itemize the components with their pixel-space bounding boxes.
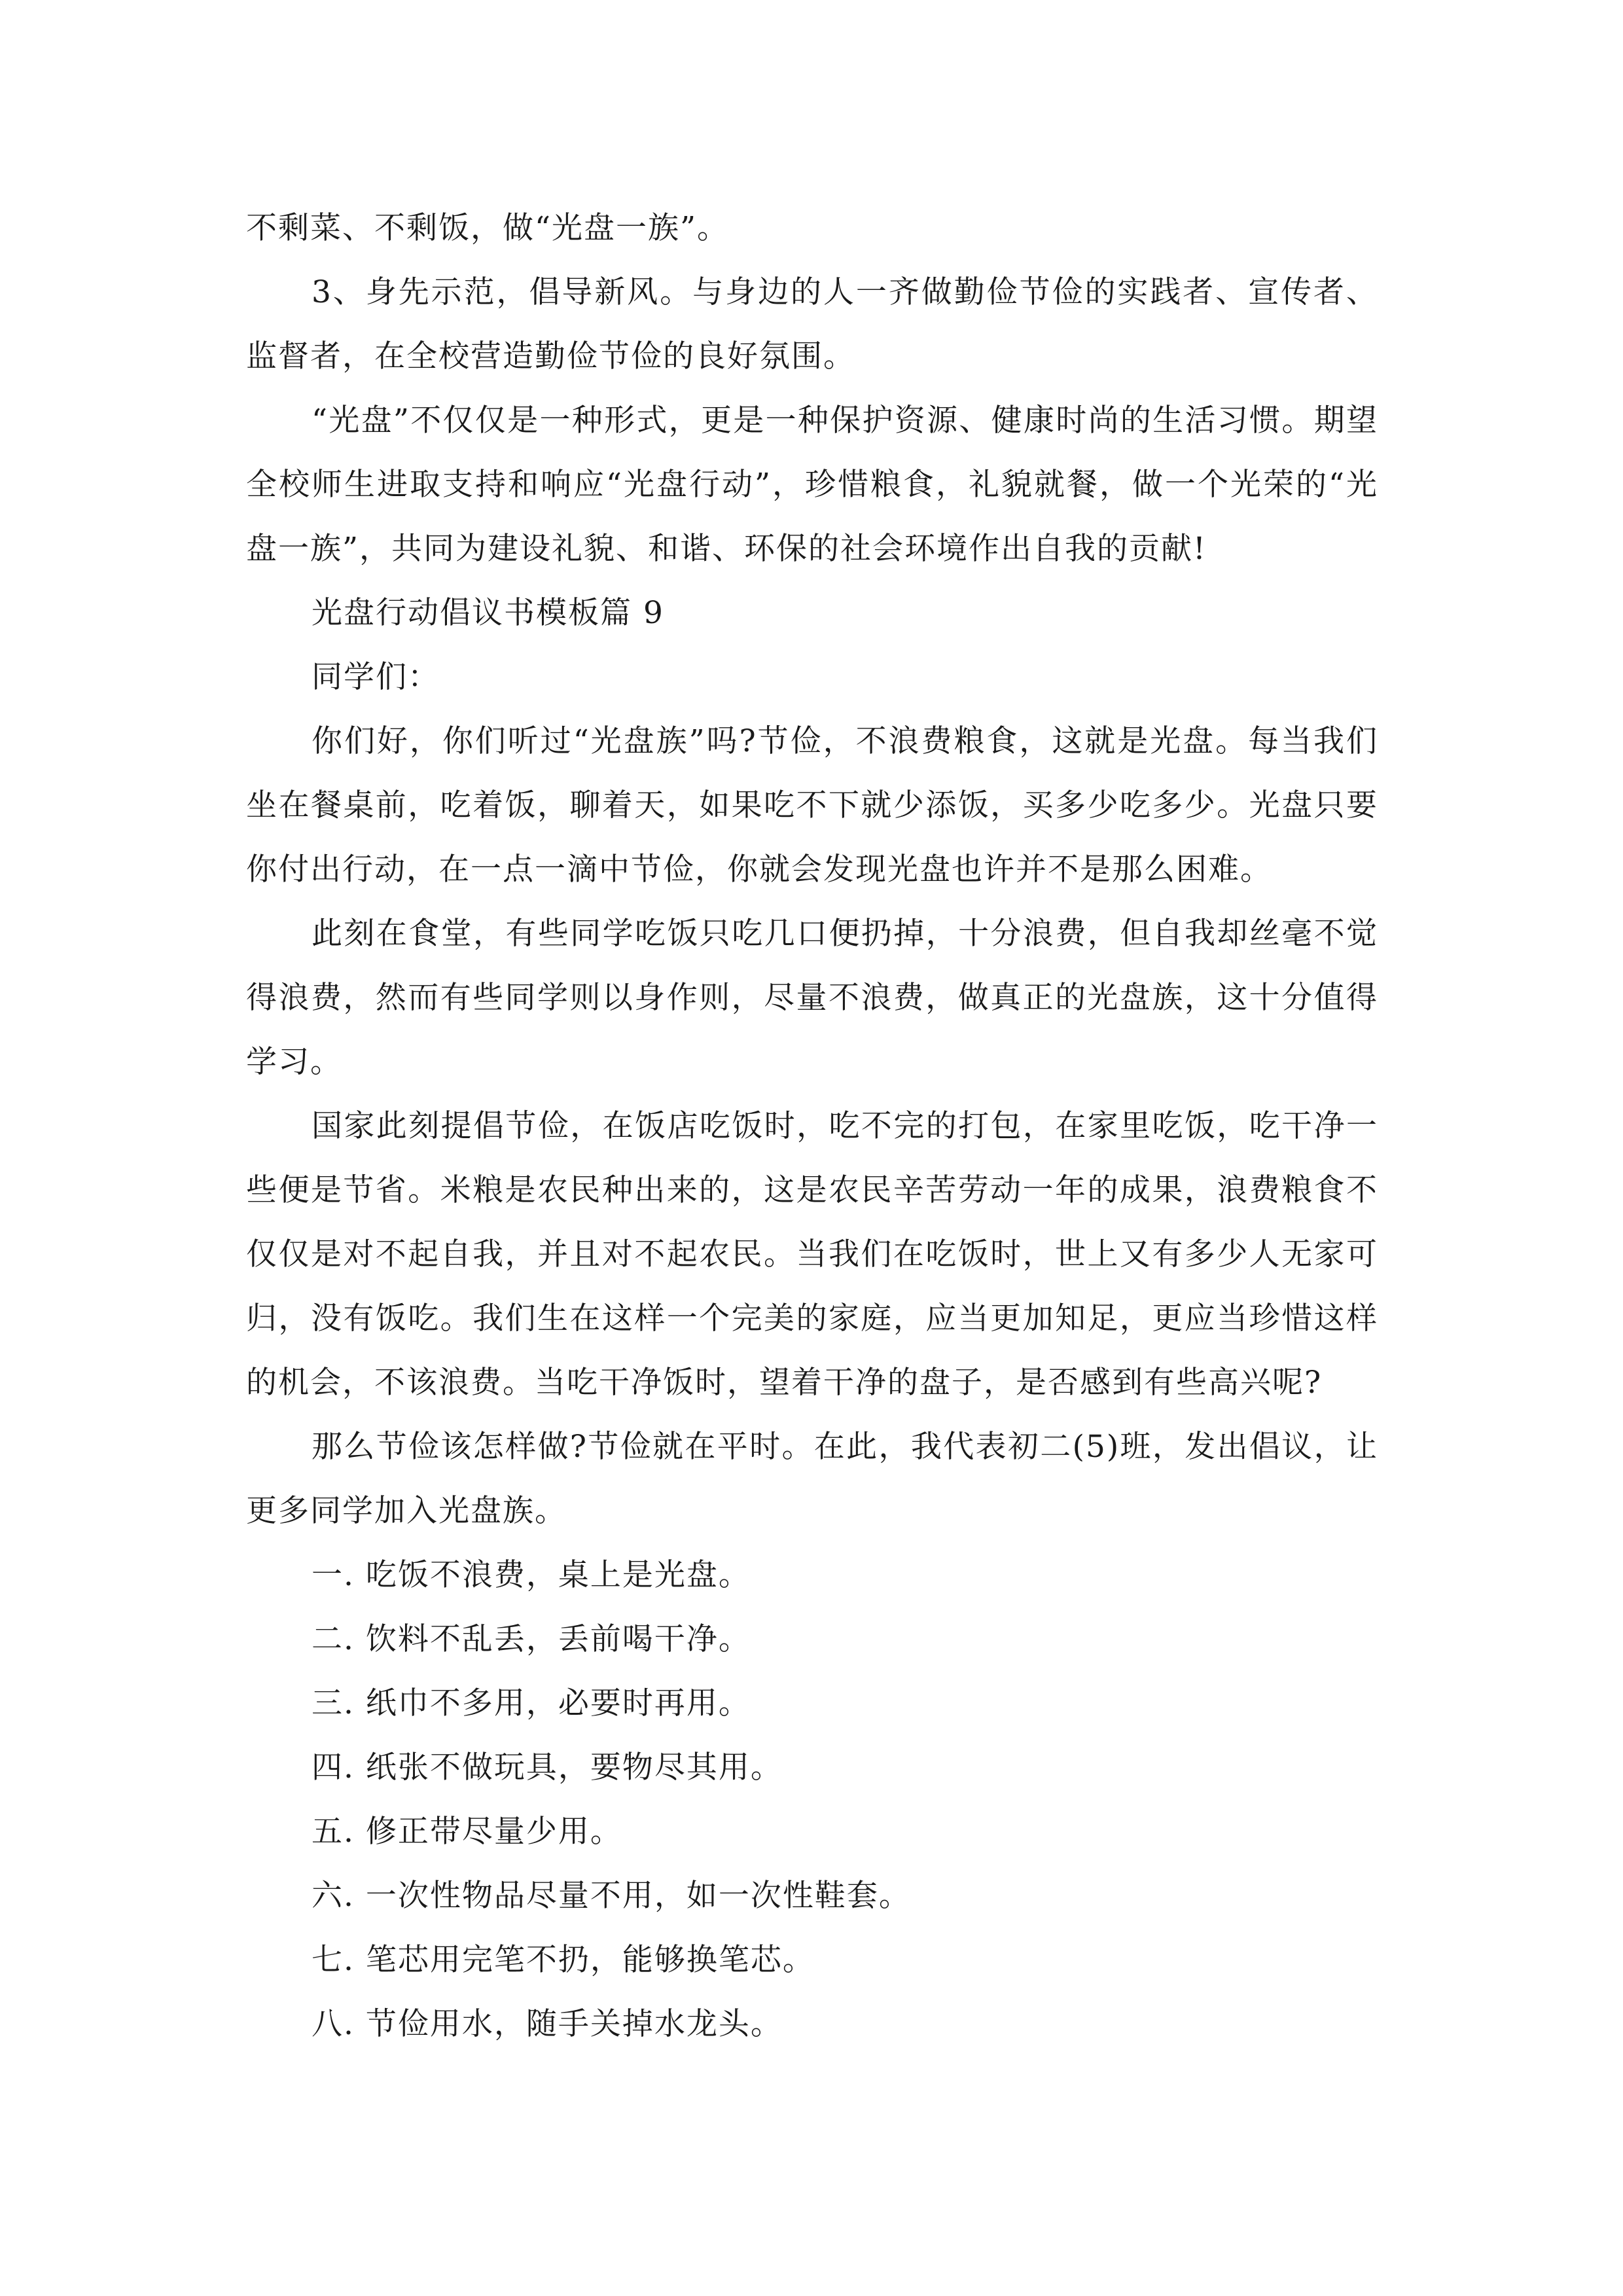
list-item-1: 一. 吃饭不浪费，桌上是光盘。: [312, 1557, 751, 1593]
paragraph-continuation: 不剩菜、不剩饭，做“光盘一族”。: [246, 210, 730, 246]
paragraph-intro: 你们好，你们听过“光盘族”吗?节俭，不浪费粮食，这就是光盘。每当我们坐在餐桌前，吃着饭，聊着天，如果吃不下就少添饭，买多少吃多少。光盘只要你付出行动，在一点一滴中节俭，你就会发现光盘也许并不是那么困难。: [246, 723, 1378, 888]
list-item-3: 三. 纸巾不多用，必要时再用。: [312, 1685, 751, 1721]
paragraph-canteen: 此刻在食堂，有些同学吃饭只吃几口便扔掉，十分浪费，但自我却丝毫不觉得浪费，然而有些同学则以身作则，尽量不浪费，做真正的光盘族，这十分值得学习。: [246, 916, 1378, 1080]
salutation: 同学们：: [312, 659, 440, 695]
list-item-6: 六. 一次性物品尽量不用，如一次性鞋套。: [312, 1878, 911, 1914]
paragraph-proposal: 那么节俭该怎样做?节俭就在平时。在此，我代表初二(5)班，发出倡议，让更多同学加入光盘族。: [246, 1429, 1378, 1529]
section-heading: 光盘行动倡议书模板篇 9: [312, 595, 664, 631]
paragraph-item-3: 3、身先示范，倡导新风。与身边的人一齐做勤俭节俭的实践者、宣传者、监督者，在全校营造勤俭节俭的良好氛围。: [246, 274, 1378, 374]
document-body: [246, 196, 1378, 2056]
list-item-5: 五. 修正带尽量少用。: [312, 1814, 622, 1850]
paragraph-country: 国家此刻提倡节俭，在饭店吃饭时，吃不完的打包，在家里吃饭，吃干净一些便是节省。米粮是农民种出来的，这是农民辛苦劳动一年的成果，浪费粮食不仅仅是对不起自我，并且对不起农民。当我们在吃饭时，世上又有多少人无家可归，没有饭吃。我们生在这样一个完美的家庭，应当更加知足，更应当珍惜这样的机会，不该浪费。当吃干净饭时，望着干净的盘子，是否感到有些高兴呢?: [246, 1108, 1378, 1401]
paragraph-closing: “光盘”不仅仅是一种形式，更是一种保护资源、健康时尚的生活习惯。期望全校师生进取支持和响应“光盘行动”，珍惜粮食，礼貌就餐，做一个光荣的“光盘一族”，共同为建设礼貌、和谐、环保的社会环境作出自我的贡献!: [246, 403, 1378, 567]
list-item-7: 七. 笔芯用完笔不扔，能够换笔芯。: [312, 1942, 815, 1978]
list-item-8: 八. 节俭用水，随手关掉水龙头。: [312, 2006, 783, 2042]
list-item-4: 四. 纸张不做玩具，要物尽其用。: [312, 1749, 783, 1785]
list-item-2: 二. 饮料不乱丢，丢前喝干净。: [312, 1621, 751, 1657]
